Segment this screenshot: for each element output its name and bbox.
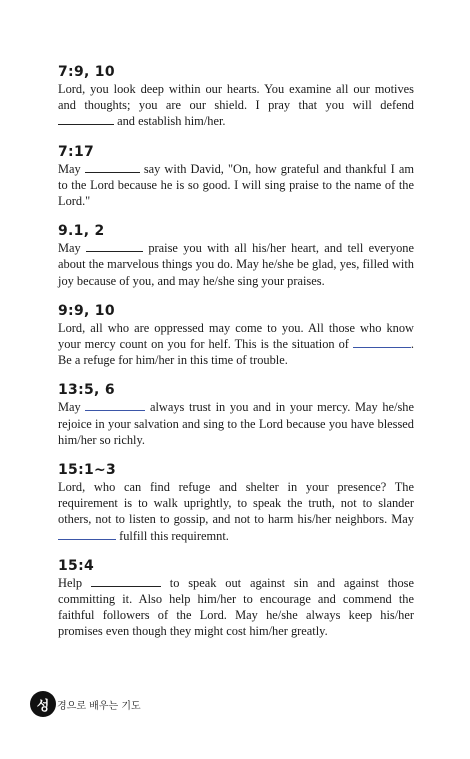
prayer-text: Lord, all who are oppressed may come to you. All those who know your mercy count on you for helf. This is the situation of . Be a refuge for him/her in this time of trouble. [58,320,414,368]
name-blank[interactable] [86,240,143,252]
prayer-text: May praise you with all his/her heart, and tell everyone about the marvelous things you do. May he/she be glad, yes, filled with joy because of you, and may he/she sing your praises. [58,241,415,288]
prayer-section [58,64,414,130]
prayer-text: Lord, you look deep within our hearts. You examine all our motives and thoughts; you are our shield. I pray that you will defend and establish him/her. [58,82,414,129]
prayer-text: May say with David, "On, how grateful and thankful I am to the Lord because he is so good. I will sing praise to the name of the Lord." [58,161,414,209]
prayer-section [58,144,414,210]
name-blank[interactable] [58,113,114,125]
name-blank[interactable] [91,575,161,587]
name-blank[interactable] [58,528,116,540]
prayer-text: May always trust in you and in your mercy. May he/she rejoice in your salvation and sing to the Lord because you have blessed him/her so richly. [58,400,414,447]
page-footer [30,691,141,717]
prayer-section [58,558,414,640]
prayer-section [58,382,414,448]
prayer-section [58,223,414,289]
footer-circle-badge: 성 [30,691,56,717]
prayer-text: Lord, who can find refuge and shelter in your presence? The requirement is to walk uprightly, to speak the truth, not to slander others, not to listen to gossip, and not to harm his/her neighbors. May fulfill this requiremnt. [58,480,414,543]
prayer-text: Help to speak out against sin and against those committing it. Also help him/her to encourage and commend the faithful followers of the Lord. May he/she always keep his/her promises even though they might cost him/her greatly. [58,575,414,639]
name-blank[interactable] [85,161,140,173]
verse-reference: 9.1, 2 [58,223,105,240]
prayer-page [58,64,414,654]
name-blank[interactable] [353,336,411,348]
verse-reference: 9:9, 10 [58,302,115,319]
footer-book-title: 경으로 배우는 기도 [57,700,141,712]
verse-reference: 13:5, 6 [58,382,115,399]
name-blank[interactable] [85,399,145,411]
verse-reference: 7:9, 10 [58,64,115,80]
verse-reference: 15:1~3 [58,462,117,479]
verse-reference: 15:4 [58,557,95,574]
prayer-section [58,303,414,369]
verse-reference: 7:17 [58,143,95,160]
prayer-section [58,462,414,544]
